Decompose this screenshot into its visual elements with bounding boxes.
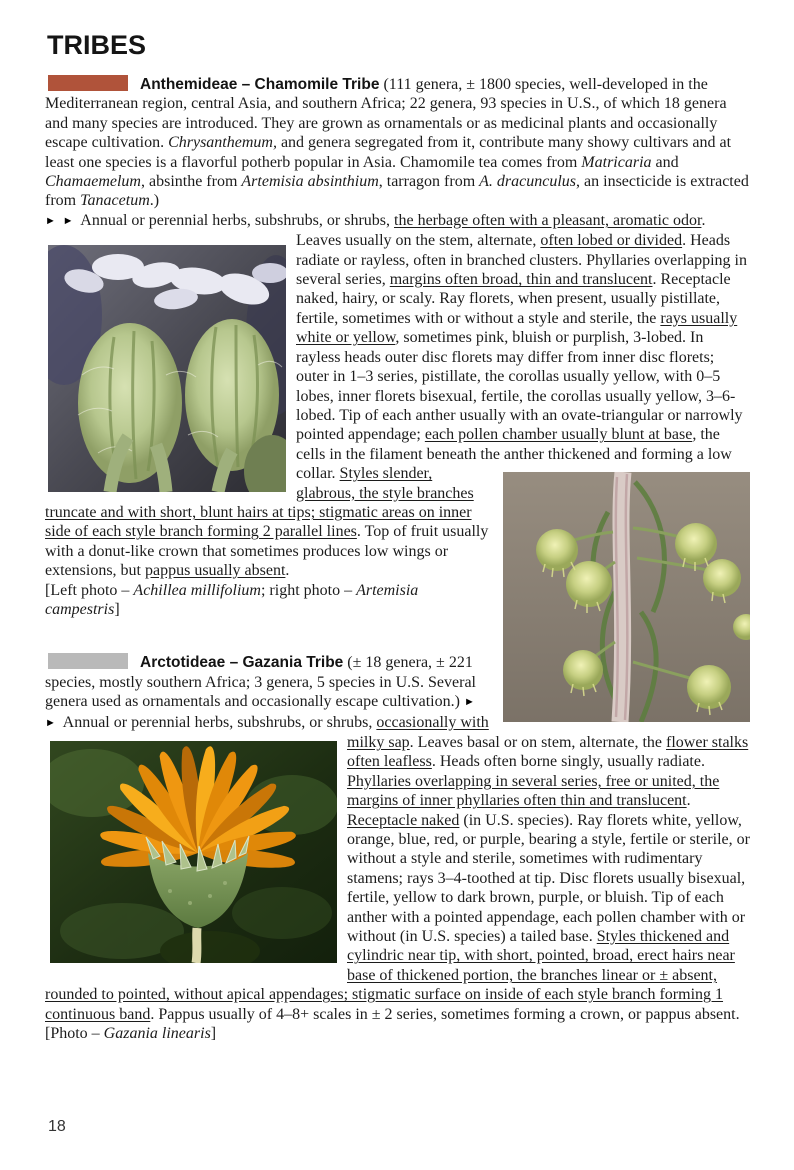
text-segment: Styles slender, glabrous, the style branches truncate and with short, blunt hairs at tips; stigmatic areas on inner side of each style branch forming 2 parallel lines <box>45 465 474 541</box>
text-segment: . Leaves basal or on stem, alternate, the <box>409 734 667 751</box>
text-segment: . <box>285 562 290 580</box>
text-segment: Chamaemelum <box>45 173 141 191</box>
text-segment: (± 18 genera, ± 221 species, mostly southern Africa; 3 genera, 5 species in U.S. Several genera used as ornamentals and occasionally escape cultivation.) <box>45 654 476 711</box>
text-segment: ► ► <box>45 696 477 729</box>
text-segment: Annual or perennial herbs, subshrubs, or shrubs, <box>62 713 377 731</box>
text-segment: each pollen chamber usually blunt at base <box>424 426 693 444</box>
text-segment: and genera segregated from it, contribute many showy cultivars and at least one species is a flavorful potherb popular in Asia. Chamomile tea comes from <box>45 134 732 171</box>
text-segment: .) <box>149 192 160 210</box>
text-segment: ; right photo – <box>260 581 357 599</box>
text-segment: Anthemideae – Chamomile Tribe <box>140 76 380 93</box>
text-segment: Matricaria <box>581 153 652 171</box>
page-title: TRIBES <box>47 30 147 60</box>
text-segment: the herbage often with a pleasant, aromatic odor <box>394 211 702 229</box>
text-segment: (in U.S. species). Ray florets white, yellow, orange, blue, red, or purple, bearing a style, fertile or sterile, or without a style and sterile, sometimes with rudimentary stamens; rays 3–4-toothed at tip. Disc florets usually bisexual, fertile, yellow to dark brown, purple, or bluish. Tip of each anther with a pointed appendage, each pollen chamber with or without (in U.S. species) a tailed base. <box>347 811 750 946</box>
text-segment: . Top of fruit usually with a donut-like crown that sometimes produces low wings or extensions, but <box>45 523 489 580</box>
text-segment: rays usually white or yellow <box>296 309 738 347</box>
text-segment: (111 genera, ± 1800 species, well-developed in the Mediterranean region, central Asia, and southern Africa; 22 genera, 93 species in U.S., of which 18 genera and many species are introduced. They are grown as ornamentals or as medicinal plants and occasionally escape cultivation. <box>45 76 727 152</box>
text-segment: occasionally with milky sap <box>347 713 489 751</box>
text-segment: . Receptacle naked, hairy, or scaly. Ray florets, when present, usually pistillate, fertile, sometimes with or without a style and sterile, the <box>296 271 731 327</box>
page-number: 18 <box>48 1118 66 1135</box>
text-segment: margins often broad, thin and translucent <box>389 271 653 289</box>
text-segment: often lobed or divided <box>540 232 683 250</box>
text-segment: Styles thickened and cylindric near tip, with short, pointed, broad, erect hairs near base of thickened portion, the branches linear or ± absent, rounded to pointed, without apical appendages; stigmatic surface on inside of each style branch forming 1 continuous band <box>45 928 735 1023</box>
text-segment: . Heads often borne singly, usually radiate. <box>431 753 705 771</box>
text-segment: pappus usually absent <box>145 562 286 580</box>
text-segment: Gazania linearis <box>103 1025 211 1043</box>
text-segment: , the cells in the filament beneath the anther thickened and forming a low collar. <box>296 426 732 483</box>
text-segment: Annual or perennial herbs, subshrubs, or shrubs, <box>80 211 395 229</box>
text-segment: ► ► <box>45 214 81 227</box>
photo-artemisia-campestris <box>503 472 750 722</box>
text-segment: Artemisia absinthium <box>241 173 379 191</box>
text-segment: Chrysanthemum, <box>168 134 277 152</box>
text-segment: , an insecticide is extracted from <box>45 173 749 210</box>
text-segment: ] <box>114 600 120 618</box>
text-segment: Phyllaries overlapping in several series, free or united, the margins of inner phyllaries often thin and translucent <box>347 772 720 810</box>
text-segment: . <box>686 792 691 810</box>
text-segment: , tarragon from <box>378 173 480 191</box>
text-segment: . Heads radiate or rayless, often in branched clusters. Phyllaries overlapping in several series, <box>296 232 747 289</box>
text-segment: Artemisia campestris <box>45 581 419 618</box>
text-segment: [Left photo – <box>45 581 134 599</box>
text-segment: Tanacetum <box>80 192 150 210</box>
text-segment: and <box>651 153 679 171</box>
text-segment: , absinthe from <box>140 173 242 191</box>
text-segment: A. dracunculus <box>479 173 577 191</box>
photo-achillea-millifolium <box>48 245 286 492</box>
tribe-color-swatch <box>48 653 128 669</box>
text-segment: . Pappus usually of 4–8+ scales in ± 2 series, sometimes forming a crown, or pappus absent. [Photo – <box>45 1005 740 1043</box>
photo-gazania-linearis <box>50 741 337 963</box>
text-segment: Receptacle naked <box>347 811 460 829</box>
tribe-color-swatch <box>48 75 128 91</box>
text-segment: , sometimes pink, bluish or purplish, 3-lobed. In rayless heads outer disc florets may differ from inner disc florets; outer in 1–3 series, pistillate, the corollas usually yellow, with 0–5 lobes, inner florets bisexual, fertile, the corollas usually yellow, 3–6-lobed. Tip of each anther usually with an ovate-triangular or narrowly pointed appendage; <box>296 329 743 444</box>
text-segment: Achillea millifolium <box>133 581 261 599</box>
text-segment: Arctotideae – Gazania Tribe <box>140 654 344 672</box>
text-segment: flower stalks often leafless <box>347 734 749 771</box>
text-segment: . Leaves usually on the stem, alternate, <box>296 211 706 250</box>
tribe-anthemideae-paragraph <box>45 75 750 619</box>
text-segment: ] <box>210 1025 217 1043</box>
